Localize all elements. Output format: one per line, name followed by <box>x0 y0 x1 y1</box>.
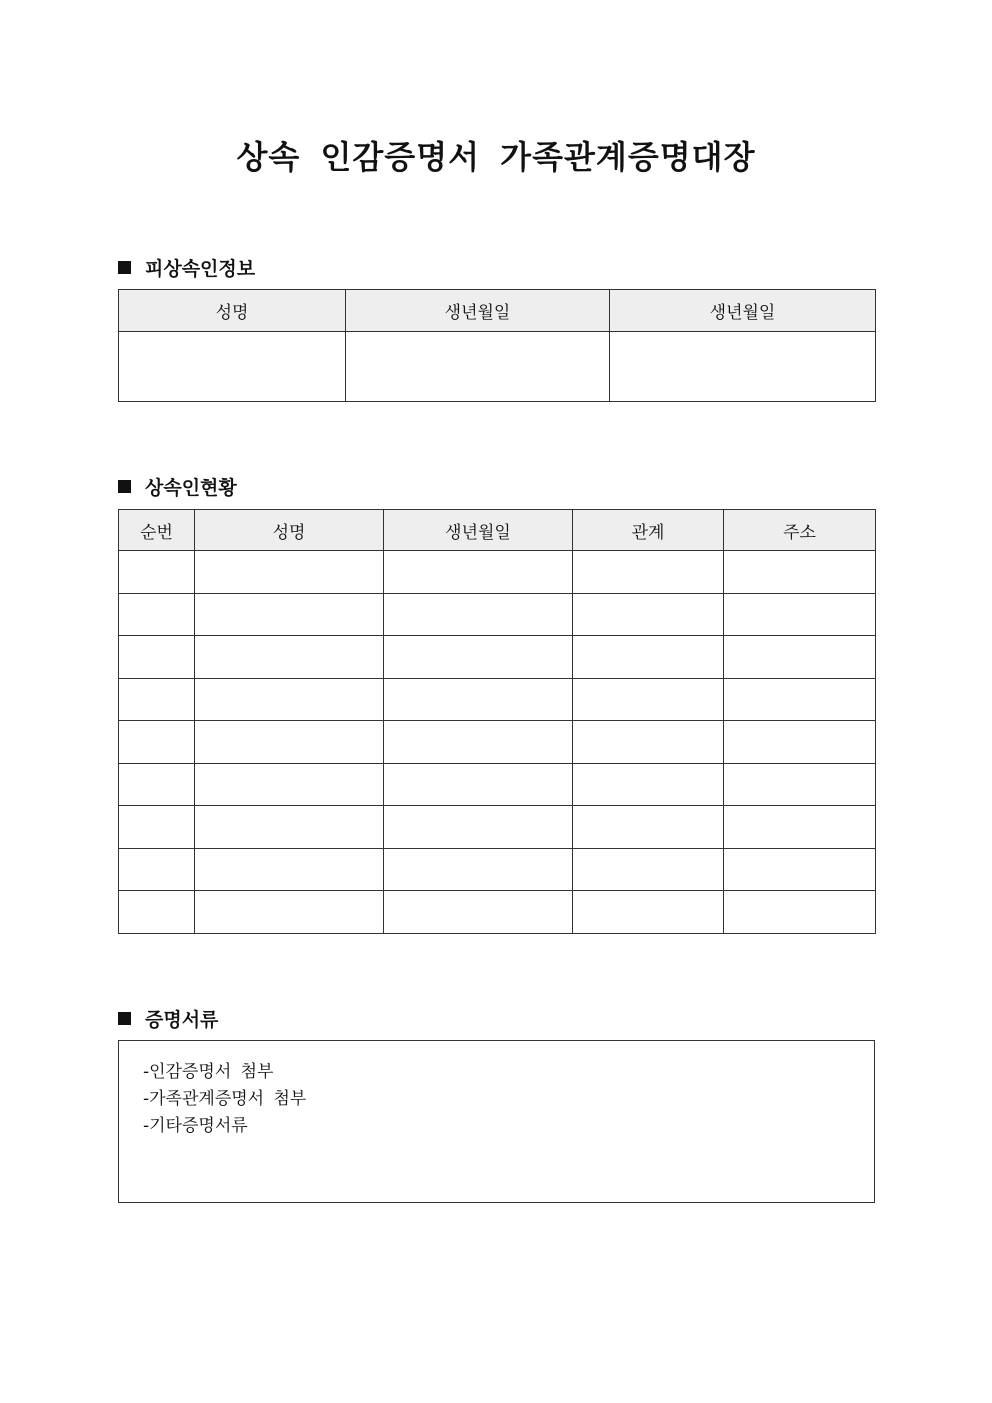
table-cell-number[interactable] <box>119 848 195 891</box>
column-header-birthdate: 생년월일 <box>346 290 610 332</box>
table-cell-birthdate[interactable] <box>384 721 573 764</box>
table-cell-name[interactable] <box>119 332 346 402</box>
table-cell-birthdate[interactable] <box>384 848 573 891</box>
table-cell-relation[interactable] <box>573 806 724 849</box>
table-cell-name[interactable] <box>195 678 384 721</box>
table-cell-birthdate[interactable] <box>384 806 573 849</box>
table-cell-address[interactable] <box>724 806 876 849</box>
table-cell-birthdate[interactable] <box>384 551 573 594</box>
column-header-birthdate: 생년월일 <box>384 510 573 551</box>
table-cell-birthdate[interactable] <box>610 332 876 402</box>
table-cell-number[interactable] <box>119 551 195 594</box>
table-row <box>119 848 876 891</box>
table-cell-birthdate[interactable] <box>384 636 573 679</box>
black-square-icon <box>118 261 131 274</box>
table-cell-number[interactable] <box>119 636 195 679</box>
section-heading-documents <box>118 1005 218 1032</box>
column-header-relation: 관계 <box>573 510 724 551</box>
black-square-icon <box>118 1012 131 1025</box>
table-cell-address[interactable] <box>724 721 876 764</box>
section-heading-label: 상속인현황 <box>145 477 237 499</box>
deceased-info-table <box>118 289 876 402</box>
table-header-row <box>119 290 876 332</box>
section-heading-deceased <box>118 254 255 281</box>
table-cell-number[interactable] <box>119 593 195 636</box>
table-cell-name[interactable] <box>195 891 384 934</box>
table-cell-number[interactable] <box>119 678 195 721</box>
table-cell-name[interactable] <box>195 721 384 764</box>
table-cell-number[interactable] <box>119 806 195 849</box>
table-cell-name[interactable] <box>195 763 384 806</box>
list-item: -가족관계증명서 첨부 <box>143 1089 307 1109</box>
table-header-row <box>119 510 876 551</box>
list-item: -기타증명서류 <box>143 1116 248 1136</box>
table-cell-relation[interactable] <box>573 636 724 679</box>
table-cell-relation[interactable] <box>573 763 724 806</box>
table-cell-address[interactable] <box>724 678 876 721</box>
table-cell-birthdate[interactable] <box>384 593 573 636</box>
table-row <box>119 332 876 402</box>
table-row <box>119 593 876 636</box>
table-cell-name[interactable] <box>195 551 384 594</box>
table-row <box>119 891 876 934</box>
table-cell-birthdate[interactable] <box>384 891 573 934</box>
section-heading-label: 피상속인정보 <box>145 258 256 280</box>
table-cell-name[interactable] <box>195 636 384 679</box>
table-cell-address[interactable] <box>724 848 876 891</box>
column-header-address: 주소 <box>724 510 876 551</box>
table-row <box>119 678 876 721</box>
table-cell-name[interactable] <box>195 848 384 891</box>
table-cell-relation[interactable] <box>573 678 724 721</box>
table-cell-address[interactable] <box>724 891 876 934</box>
table-cell-relation[interactable] <box>573 551 724 594</box>
black-square-icon <box>118 480 131 493</box>
table-cell-number[interactable] <box>119 763 195 806</box>
table-row <box>119 636 876 679</box>
table-cell-birthdate[interactable] <box>384 678 573 721</box>
table-cell-birthdate[interactable] <box>346 332 610 402</box>
table-row <box>119 806 876 849</box>
documents-box[interactable] <box>118 1040 875 1203</box>
table-cell-address[interactable] <box>724 551 876 594</box>
table-cell-number[interactable] <box>119 891 195 934</box>
table-cell-relation[interactable] <box>573 721 724 764</box>
section-heading-label: 증명서류 <box>145 1009 219 1031</box>
table-row <box>119 763 876 806</box>
section-heading-heirs <box>118 473 237 500</box>
table-cell-address[interactable] <box>724 593 876 636</box>
column-header-name: 성명 <box>195 510 384 551</box>
table-row <box>119 721 876 764</box>
table-cell-relation[interactable] <box>573 593 724 636</box>
table-cell-relation[interactable] <box>573 848 724 891</box>
table-cell-name[interactable] <box>195 806 384 849</box>
heirs-table <box>118 509 876 934</box>
documents-list <box>119 1041 874 1140</box>
page-title: 상속 인감증명서 가족관계증명대장 <box>236 138 756 176</box>
column-header-birthdate: 생년월일 <box>610 290 876 332</box>
column-header-name: 성명 <box>119 290 346 332</box>
table-cell-address[interactable] <box>724 763 876 806</box>
table-cell-relation[interactable] <box>573 891 724 934</box>
table-cell-name[interactable] <box>195 593 384 636</box>
table-row <box>119 551 876 594</box>
table-cell-birthdate[interactable] <box>384 763 573 806</box>
column-header-number: 순번 <box>119 510 195 551</box>
table-cell-address[interactable] <box>724 636 876 679</box>
table-cell-number[interactable] <box>119 721 195 764</box>
list-item: -인감증명서 첨부 <box>143 1062 274 1082</box>
